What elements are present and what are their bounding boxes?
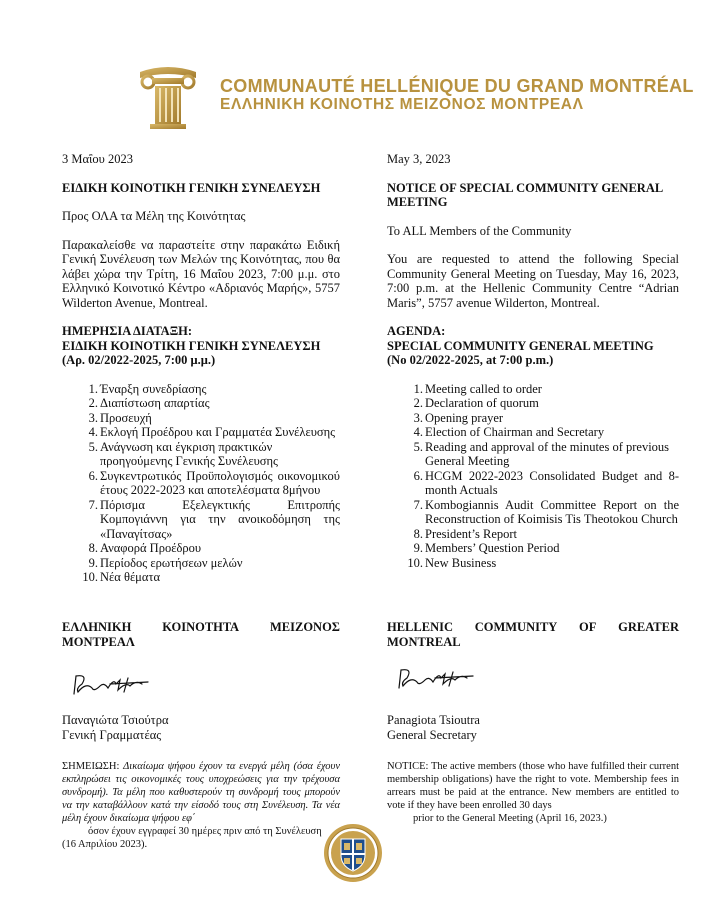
list-item: 3. Προσευχή [88,410,152,425]
signer-role-english: General Secretary [387,728,477,742]
english-column [387,152,679,570]
org-name-french: COMMUNAUTÉ HELLÉNIQUE DU GRAND MONTRÉAL [220,76,694,96]
agenda-subheading-english: SPECIAL COMMUNITY GENERAL MEETING [387,338,654,353]
list-item: 5. Reading and approval of the minutes of previous General Meeting [413,439,670,468]
body-greek: Παρακαλείσθε να παραστείτε στην παρακάτω Ειδική Γενική Συνέλευση των Μελών της Κοινότητας, που θα λάβει χώρα την Τρίτη, 16 Μαΐου 2023, 7:00 μ.μ. στο Ελληνικό Κοινοτικό Κέντρο «Αδριανός Μαρής», 5757 Wilderton Avenue, Montreal. [62,237,340,310]
list-item: 5. Ανάγνωση και έγκριση πρακτικών προηγούμενης Γενικής Συνέλευσης [88,439,279,468]
agenda-heading-greek: ΗΜΕΡΗΣΙΑ ΔΙΑΤΑΞΗ: [62,324,193,338]
voting-note-greek [62,760,340,851]
note-text-english: NOTICE: The active members (those who have fulfilled their current membership obligations) have the right to vote. Membership fees in arrears must be paid at the entrance. New members are entitled to vote if they have been enrolled 30 days [387,761,679,811]
agenda-list-greek [62,382,340,585]
note-text-greek: Δικαίωμα ψήφου έχουν τα ενεργά μέλη (όσα έχουν εκπληρώσει τις οικονομικές τους υποχρεώσεις για την τρέχουσα συνδρομή). Τα μέλη που καθυστερούν τη συνδρομή τους μπορούν να την καταβάλλουν κατά την είσοδό τους στη Συνέλευση. Τα νέα μέλη έχουν δικαίωμα ψήφου εφ΄ [62,761,340,824]
list-item: 7. Πόρισμα Εξελεγκτικής Επιτροπής Κομπογιάννη για την ανοικοδόμηση της «Παναγίτσας» [88,497,340,541]
community-seal-icon [322,822,384,884]
agenda-number-greek: (Αρ. 02/2022-2025, 7:00 μ.μ.) [62,353,216,367]
list-item: 2. Διαπίστωση απαρτίας [88,396,210,410]
date-greek: 3 Μαΐου 2023 [62,152,133,166]
list-item: 7. Kombogiannis Audit Committee Report on the Reconstruction of Koimisis Tis Theotokou Church [413,497,679,526]
voting-note-english [387,760,679,825]
list-item: 9. Περίοδος ερωτήσεων μελών [88,555,243,570]
addressee-greek: Προς ΟΛΑ τα Μέλη της Κοινότητας [62,209,246,223]
list-item: 9. Members’ Question Period [413,541,560,555]
agenda-heading-english: AGENDA: [387,324,446,338]
note-tail-english: prior to the General Meeting (April 16, 2023.) [413,813,607,824]
agenda-subheading-greek: ΕΙΔΙΚΗ ΚΟΙΝΟΤΙΚΗ ΓΕΝΙΚΗ ΣΥΝΕΛΕΥΣΗ [62,338,321,353]
list-item: 4. Election of Chairman and Secretary [413,425,605,439]
list-item: 6. HCGM 2022-2023 Consolidated Budget and 8-month Actuals [413,468,679,497]
agenda-list-english [387,382,679,571]
organization-sign-off-greek: ΕΛΛΗΝΙΚΗ ΚΟΙΝΟΤΗΤΑ ΜΕΙΖΟΝΟΣ ΜΟΝΤΡΕΑΛ [62,620,340,649]
list-item: 8. Αναφορά Προέδρου [88,541,202,555]
signature-english-icon [395,664,475,694]
letterhead [130,58,694,128]
list-item: 3. Opening prayer [413,410,504,425]
list-item: 10. Νέα θέματα [82,570,161,584]
list-item: 10. New Business [407,555,497,570]
greek-column [62,152,340,585]
date-english: May 3, 2023 [387,152,451,166]
org-name-greek: ΕΛΛΗΝΙΚΗ ΚΟΙΝΟΤΗΣ ΜΕΙΖΟΝΟΣ ΜΟΝΤΡΕΑΛ [220,96,584,113]
list-item: 1. Έναρξη συνεδρίασης [88,381,207,396]
list-item: 1. Meeting called to order [413,381,542,396]
list-item: 6. Συγκεντρωτικός Προϋπολογισμός οικονομικού έτους 2022-2023 και αποτελέσματα 8μήνου [88,468,340,497]
signer-block-english [387,713,480,743]
ionic-column-logo-icon [138,64,198,130]
signer-name-greek: Παναγιώτα Τσιούτρα [62,713,169,727]
body-english: You are requested to attend the following Special Community General Meeting on Tuesday, May 16, 2023, 7:00 p.m. at the Hellenic Community Centre “Adrian Maris”, 5757 avenue Wilderton, Montreal. [387,252,679,310]
title-greek: ΕΙΔΙΚΗ ΚΟΙΝΟΤΙΚΗ ΓΕΝΙΚΗ ΣΥΝΕΛΕΥΣΗ [62,180,321,195]
title-english: NOTICE OF SPECIAL COMMUNITY GENERAL MEETING [387,180,663,209]
addressee-english: To ALL Members of the Community [387,223,572,238]
list-item: 2. Declaration of quorum [413,396,539,410]
list-item: 8. President’s Report [413,526,518,541]
signer-block-greek [62,713,169,743]
list-item: 4. Εκλογή Προέδρου και Γραμματέα Συνέλευσης [88,425,336,439]
agenda-number-english: (No 02/2022-2025, at 7:00 p.m.) [387,353,554,367]
note-tail-greek: όσον έχουν εγγραφεί 30 ημέρες πριν από τη Συνέλευση [88,826,322,837]
signer-name-english: Panagiota Tsioutra [387,713,480,727]
signature-greek-icon [70,670,150,700]
signer-role-greek: Γενική Γραμματέας [62,728,162,742]
note-label-greek: ΣΗΜΕΙΩΣΗ: [62,761,120,772]
note-date-greek: (16 Απριλίου 2023). [62,839,148,850]
organization-sign-off-english: HELLENIC COMMUNITY OF GREATER MONTREAL [387,620,679,649]
